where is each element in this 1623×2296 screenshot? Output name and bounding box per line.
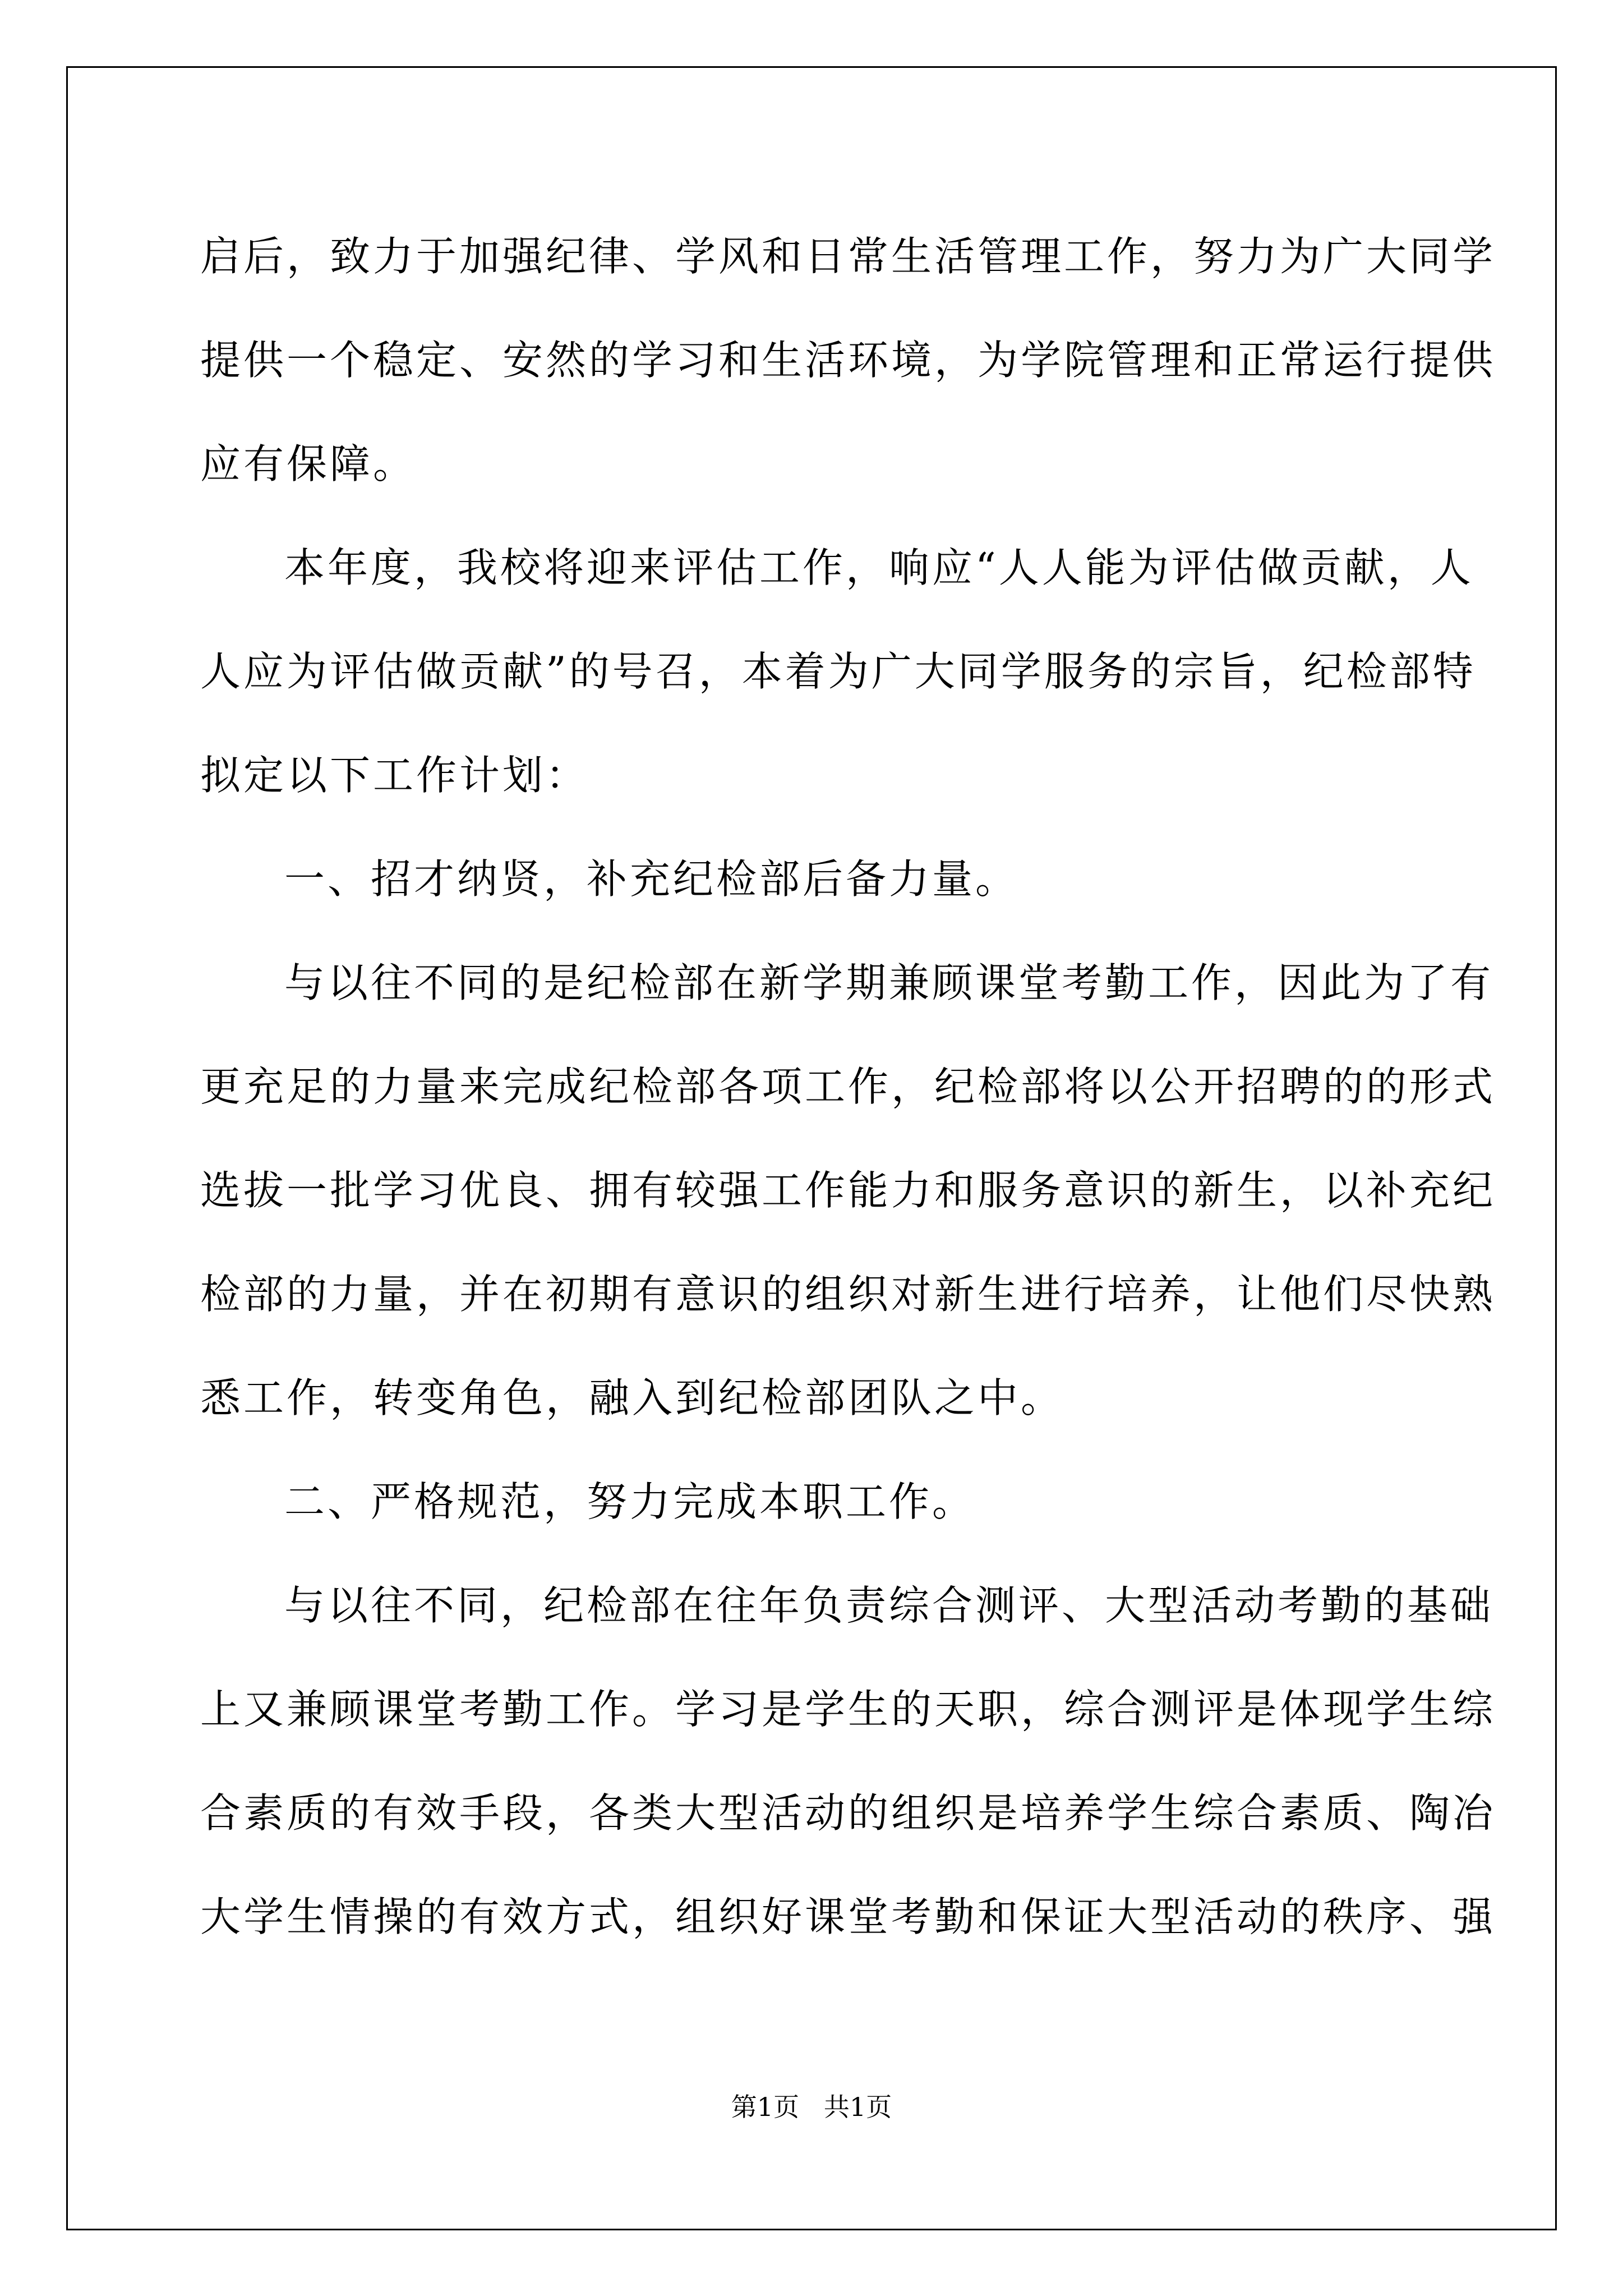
text-line: 本年度，我校将迎来评估工作，响应“人人能为评估做贡献，人: [284, 544, 1474, 591]
section-heading: 一、招才纳贤，补充纪检部后备力量。: [284, 855, 1019, 903]
section-heading: 二、严格规范，努力完成本职工作。: [284, 1478, 976, 1525]
text-line: 上又兼顾课堂考勤工作。学习是学生的天职，综合测评是体现学生综: [200, 1686, 1496, 1733]
text-line: 应有保障。: [200, 440, 417, 487]
text-line: 检部的力量，并在初期有意识的组织对新生进行培养，让他们尽快熟: [200, 1271, 1496, 1318]
text-line: 人应为评估做贡献”的号召，本着为广大同学服务的宗旨，纪检部特: [200, 648, 1476, 695]
text-line: 悉工作，转变角色，融入到纪检部团队之中。: [200, 1374, 1064, 1421]
page-footer: 第1页 共1页: [731, 2092, 892, 2122]
text-line: 提供一个稳定、安然的学习和生活环境，为学院管理和正常运行提供: [200, 337, 1496, 384]
text-line: 大学生情操的有效方式，组织好课堂考勤和保证大型活动的秩序、强: [200, 1893, 1496, 1940]
text-line: 合素质的有效手段，各类大型活动的组织是培养学生综合素质、陶冶: [200, 1789, 1496, 1837]
text-line: 启后，致力于加强纪律、学风和日常生活管理工作，努力为广大同学: [200, 233, 1496, 280]
text-line: 拟定以下工作计划：: [200, 752, 589, 799]
text-line: 选拔一批学习优良、拥有较强工作能力和服务意识的新生，以补充纪: [200, 1167, 1496, 1214]
text-line: 与以往不同的是纪检部在新学期兼顾课堂考勤工作，因此为了有: [284, 959, 1494, 1006]
text-line: 更充足的力量来完成纪检部各项工作，纪检部将以公开招聘的的形式: [200, 1063, 1496, 1110]
text-line: 与以往不同，纪检部在往年负责综合测评、大型活动考勤的基础: [284, 1582, 1494, 1629]
document-body: [200, 205, 1496, 1969]
